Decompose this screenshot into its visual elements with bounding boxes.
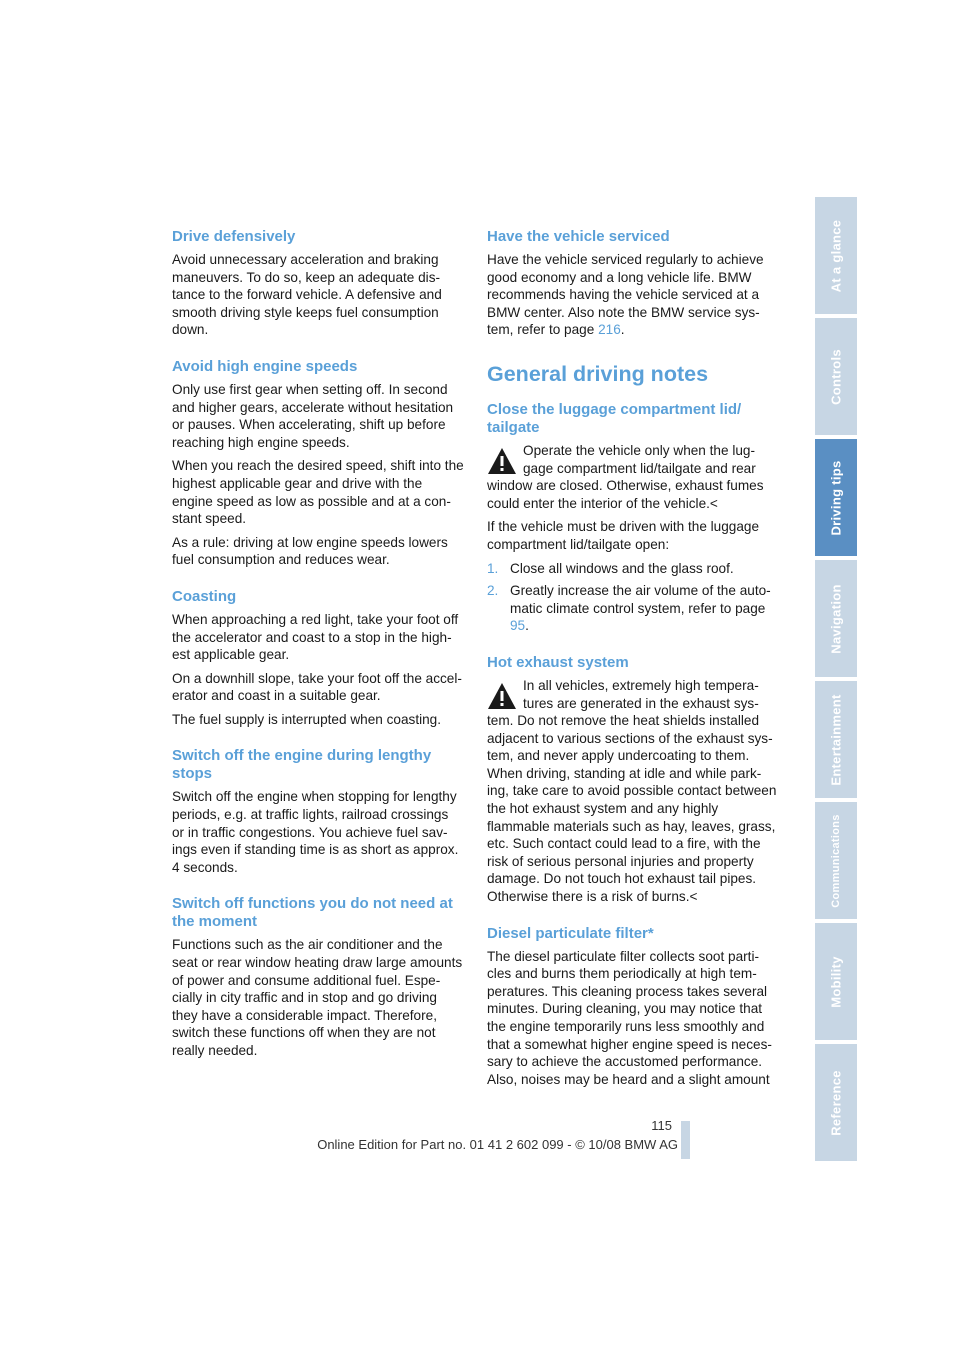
paragraph: Functions such as the air conditioner and the seat or rear window heating draw large amounts of power and consume additional fuel. Espe-cially in city traffic and in stop and go driving they have a considerable impact. Therefore, switch these functions off when they are not really needed.	[172, 937, 463, 1058]
heading-switch-off-engine: Switch off the engine during lengthy stops	[172, 747, 432, 783]
paragraph: The fuel supply is interrupted when coasting.	[172, 711, 442, 727]
page-marker	[681, 1121, 690, 1159]
page-number: 115	[651, 1118, 672, 1133]
warning-text: Operate the vehicle only when the lug-gage compartment lid/tailgate and rear window are closed. Otherwise, exhaust fumes could enter the interior of the vehicle.<	[487, 442, 764, 511]
heading-drive-defensively: Drive defensively	[172, 228, 296, 245]
page-link[interactable]: 95	[510, 618, 526, 634]
tab-label: Mobility	[828, 955, 844, 1008]
list-number: 2.	[487, 583, 499, 599]
warning-text: In all vehicles, extremely high tempera-tures are generated in the exhaust sys-tem. Do not remove the heat shields installed adjacent to various sections of the exhaust sys-tem, and never apply undercoating to them. When driving, standing at idle and while park-ing, take care to avoid possible contact between the hot exhaust system and any highly flammable materials such as hay, leaves, grass, etc. Such contact could lead to a fire, with the risk of serious personal injuries and property damage. Do not touch hot exhaust tail pipes. Otherwise there is a risk of burns.<	[487, 677, 777, 905]
paragraph: As a rule: driving at low engine speeds lowers fuel consumption and reduces wear.	[172, 534, 448, 568]
tab-label: Reference	[828, 1069, 844, 1136]
tab-at-a-glance[interactable]	[815, 197, 857, 314]
tab-controls[interactable]	[815, 318, 857, 435]
tab-communications[interactable]	[815, 802, 857, 919]
chapter-tabs	[815, 197, 857, 1165]
warning-note	[487, 442, 777, 512]
heading-diesel-filter: Diesel particulate filter*	[487, 924, 654, 942]
numbered-list	[487, 560, 777, 635]
tab-label: Controls	[828, 348, 844, 405]
list-item	[487, 560, 777, 578]
paragraph: When you reach the desired speed, shift into the highest applicable gear and drive with the engine speed as low as possible and at a con-stant speed.	[172, 458, 464, 527]
tab-driving-tips[interactable]	[815, 439, 857, 556]
heading-luggage-compartment: Close the luggage compartment lid/ tailgate	[487, 400, 742, 436]
warning-icon	[487, 681, 517, 711]
punctuation: .	[620, 322, 625, 338]
heading-switch-off-functions: Switch off functions you do not need at the moment	[172, 895, 453, 931]
paragraph: Only use first gear when setting off. In second and higher gears, accelerate without hesitation or pauses. When accelerating, shift up before reaching high engine speeds.	[172, 381, 454, 450]
list-text: Greatly increase the air volume of the auto-matic climate control system, refer to page	[510, 583, 771, 616]
tab-label: Entertainment	[828, 693, 844, 786]
warning-icon	[487, 446, 517, 476]
paragraph-text: Have the vehicle serviced regularly to achieve good economy and a long vehicle life. BMW recommends having the vehicle serviced at a BMW center. Also note the BMW service sys-tem, refer to page	[487, 252, 764, 338]
list-number: 1.	[487, 560, 499, 576]
tab-label: Driving tips	[828, 459, 844, 536]
heading-hot-exhaust: Hot exhaust system	[487, 653, 629, 671]
paragraph: On a downhill slope, take your foot off the accel-erator and coast in a suitable gear.	[172, 670, 462, 704]
warning-note	[487, 677, 777, 906]
list-text: Close all windows and the glass roof.	[510, 560, 734, 576]
paragraph: Avoid unnecessary acceleration and braking maneuvers. To do so, keep an adequate dis-tance to the forward vehicle. A defensive and smooth driving style keeps fuel consumption down.	[172, 252, 442, 338]
paragraph: The diesel particulate filter collects soot parti-cles and burns them periodically at high tem-peratures. This cleaning process takes several minutes. During cleaning, you may notice that the engine temporarily runs less smoothly and that a somewhat higher engine speed is neces-sary to achieve the accustomed performance. Also, noises may be heard and a slight amount	[487, 948, 772, 1087]
left-column	[172, 228, 464, 1066]
tab-label: Communications	[830, 813, 842, 908]
page-link[interactable]: 216	[598, 322, 621, 338]
paragraph: If the vehicle must be driven with the luggage compartment lid/tailgate open:	[487, 519, 760, 552]
paragraph: Switch off the engine when stopping for lengthy periods, e.g. at traffic lights, railroad crossings or in traffic congestions. You achieve fuel sav-ings even if standing time is as short as approx. 4 seconds.	[172, 789, 459, 875]
punctuation: .	[525, 618, 529, 634]
list-item	[487, 582, 777, 635]
section-title: General driving notes	[487, 361, 709, 386]
paragraph: When approaching a red light, take your foot off the accelerator and coast to a stop in the high-est applicable gear.	[172, 611, 459, 663]
tab-label: At a glance	[828, 219, 844, 292]
footer-text: Online Edition for Part no. 01 41 2 602 099 - © 10/08 BMW AG	[317, 1137, 678, 1152]
tab-label: Navigation	[828, 583, 844, 654]
tab-navigation[interactable]	[815, 560, 857, 677]
heading-avoid-high-engine-speeds: Avoid high engine speeds	[172, 357, 358, 375]
heading-have-vehicle-serviced: Have the vehicle serviced	[487, 228, 670, 245]
paragraph	[487, 251, 777, 339]
right-column	[487, 228, 777, 1094]
heading-coasting: Coasting	[172, 587, 237, 605]
tab-entertainment[interactable]	[815, 681, 857, 798]
tab-reference[interactable]	[815, 1044, 857, 1161]
tab-mobility[interactable]	[815, 923, 857, 1040]
